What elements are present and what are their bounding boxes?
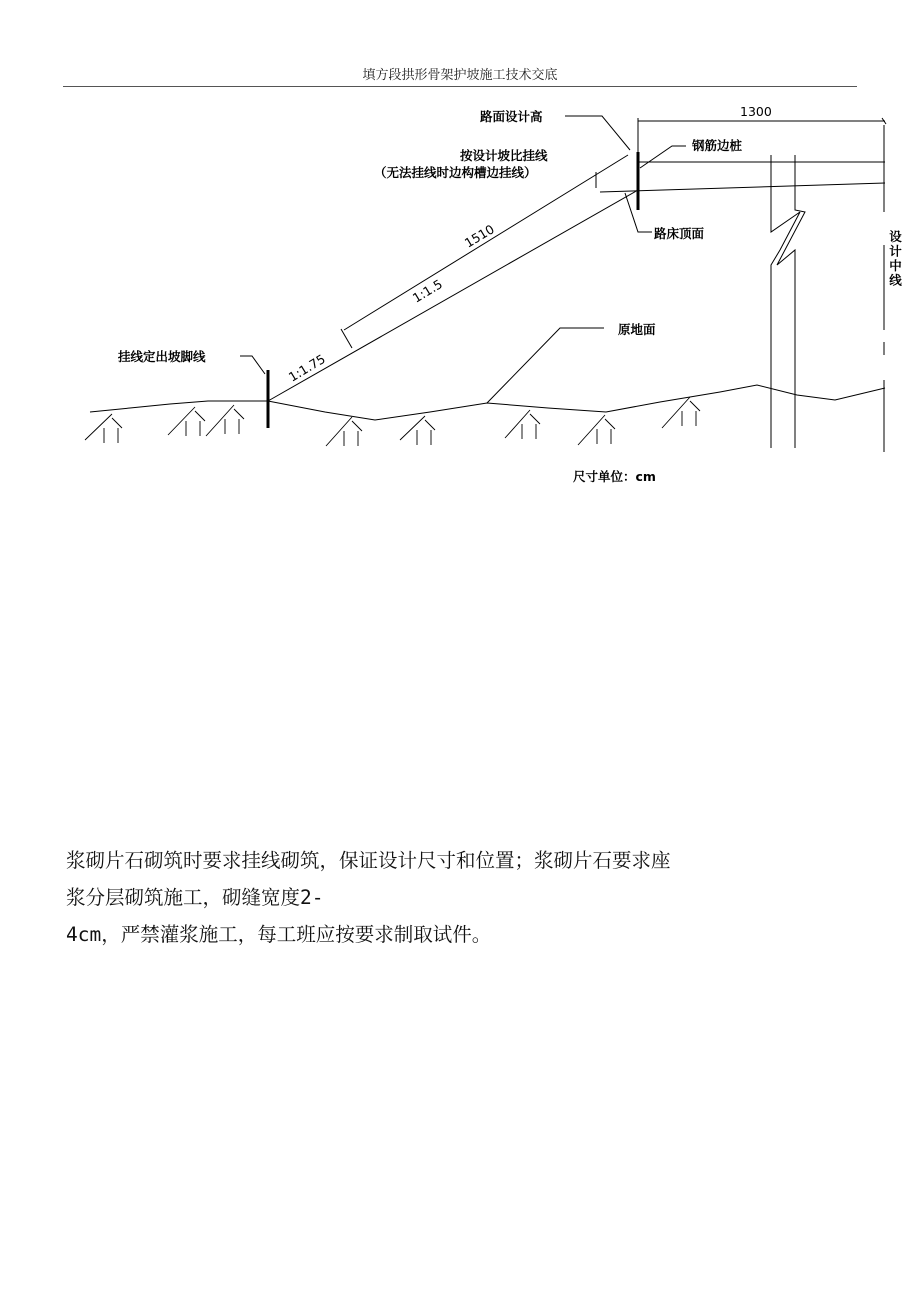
ground-hatching — [85, 397, 700, 446]
leader-original-ground — [487, 328, 604, 403]
centerline-break-right — [777, 155, 805, 448]
label-original-ground: 原地面 — [618, 322, 656, 337]
label-hang-line-note: （无法挂线时边构槽边挂线） — [374, 165, 537, 180]
label-subgrade-top: 路床顶面 — [654, 226, 705, 241]
leader-road-design — [565, 116, 630, 150]
label-slope-toe-line: 挂线定出坡脚线 — [118, 349, 206, 364]
label-design-centerline: 设计中线 — [887, 230, 903, 288]
leader-rebar-stake — [640, 146, 686, 168]
label-rebar-edge-stake: 钢筋边桩 — [692, 138, 743, 153]
slope-hang-line — [344, 155, 628, 330]
label-slope-length: 1510 — [461, 221, 497, 251]
body-line: 浆分层砌筑施工，砌缝宽度2- — [66, 886, 324, 909]
label-hang-line: 按设计坡比挂线 — [460, 148, 548, 163]
slope-break-tick — [341, 329, 352, 348]
header-rule — [63, 86, 857, 87]
slope-line — [268, 190, 638, 401]
label-upper-slope-ratio: 1:1.5 — [409, 276, 446, 306]
embankment-slope-diagram — [0, 90, 920, 490]
label-lower-slope-ratio: 1:1.75 — [285, 351, 328, 385]
leader-slope-toe — [240, 356, 265, 374]
centerline-break-left — [771, 155, 800, 448]
slope-toe-stake — [267, 370, 270, 428]
rebar-edge-stake — [637, 152, 640, 210]
body-text — [66, 842, 856, 953]
label-unit-note: 尺寸单位：cm — [573, 469, 656, 484]
page-header: 填方段拱形骨架护坡施工技术交底 — [362, 68, 558, 83]
label-road-design-elevation: 路面设计高 — [480, 109, 543, 124]
body-line: 浆砌片石砌筑时要求挂线砌筑，保证设计尺寸和位置；浆砌片石要求座 — [66, 849, 671, 872]
subgrade-top-line — [600, 183, 885, 192]
body-line: 4cm，严禁灌浆施工，每工班应按要求制取试件。 — [66, 923, 492, 946]
label-half-width: 1300 — [740, 104, 772, 119]
